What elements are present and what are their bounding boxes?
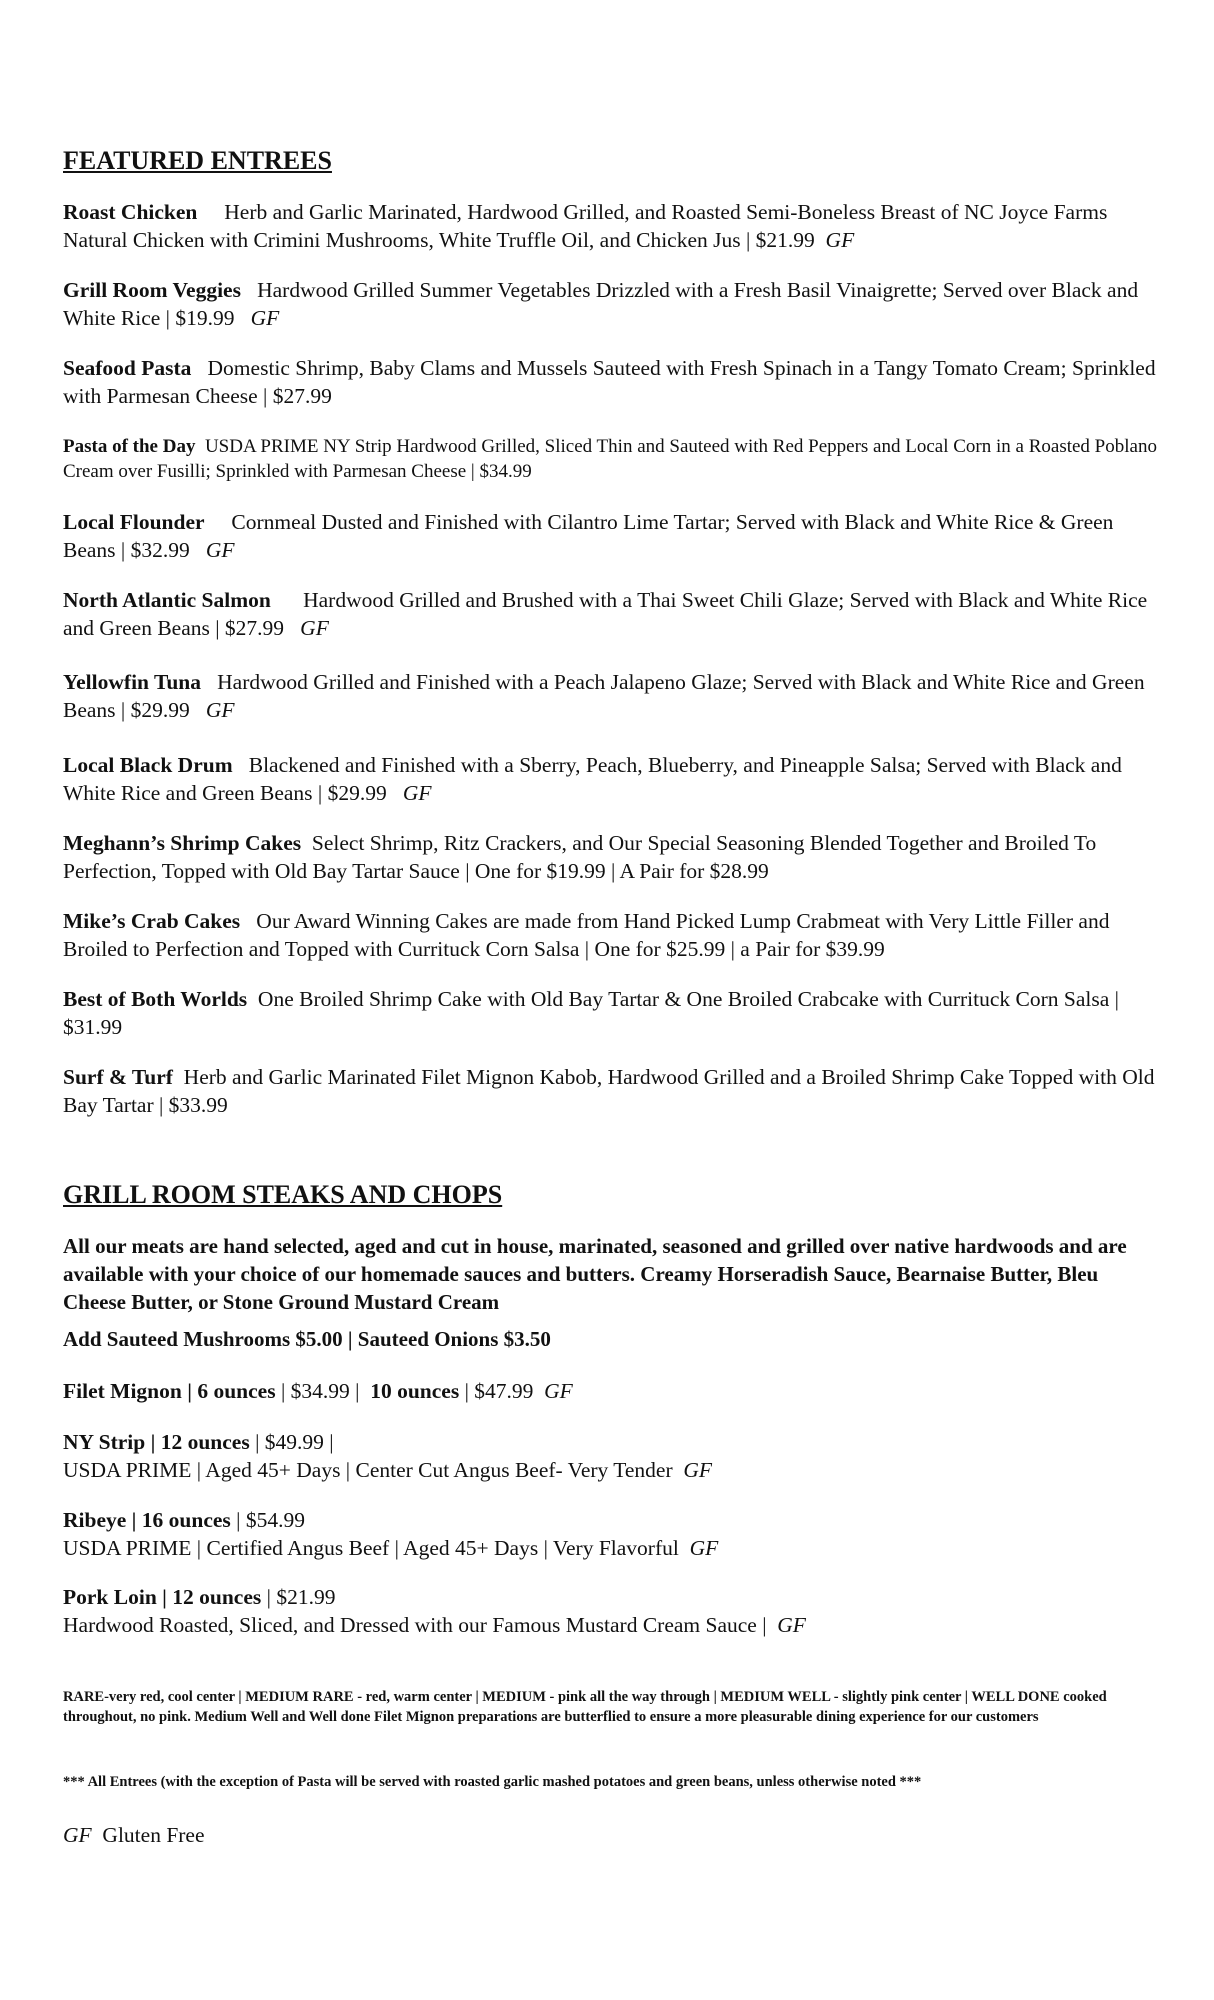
entree-desc: USDA PRIME NY Strip Hardwood Grilled, Sliced Thin and Sauteed with Red Peppers and Local Corn in a Roasted Poblano Cream over Fusilli; Sprinkled with Parmesan Cheese | $34.99 bbox=[63, 436, 1157, 482]
gf-tag: GF bbox=[544, 1379, 573, 1403]
gf-tag: GF bbox=[689, 1536, 719, 1560]
steaks-intro bbox=[63, 1232, 1158, 1316]
steaks-intro-text: All our meats are hand selected, aged and cut in house, marinated, seasoned and grilled over native hardwoods and are available with your choice of our homemade sauces and butters. Creamy Horseradish Sauce, Bearnaise Butter, Bleu Cheese Butter, or Stone Ground Mustard Cream bbox=[63, 1234, 1127, 1314]
steak-item bbox=[63, 1583, 1158, 1639]
gf-tag: GF bbox=[300, 616, 329, 640]
gf-tag: GF bbox=[683, 1458, 713, 1482]
cooking-temps-text: RARE-very red, cool center | MEDIUM RARE - red, warm center | MEDIUM - pink all the way through | MEDIUM WELL - slightly pink center | WELL DONE cooked throughout, no pink. Medium Well and Well done Filet Mignon preparations are butterflied to ensure a more pleasurable dining experience for our customers bbox=[63, 1689, 1107, 1725]
gf-tag: GF bbox=[205, 698, 235, 722]
entree-item bbox=[63, 668, 1158, 724]
entree-desc: Herb and Garlic Marinated, Hardwood Grilled, and Roasted Semi-Boneless Breast of NC Joyce Farms Natural Chicken with Crimini Mushrooms, White Truffle Oil, and Chicken Jus | $21.99 bbox=[63, 200, 1108, 252]
entree-name: Best of Both Worlds bbox=[63, 987, 248, 1011]
entree-item bbox=[63, 434, 1158, 484]
entree-name: Local Black Drum bbox=[63, 753, 233, 777]
steak-name: Pork Loin | 12 ounces bbox=[63, 1585, 262, 1609]
entree-item bbox=[63, 354, 1158, 410]
steaks-addons bbox=[63, 1325, 1158, 1353]
steak-price: | $34.99 | bbox=[280, 1379, 360, 1403]
cooking-temps-note bbox=[63, 1687, 1158, 1727]
entree-desc: Select Shrimp, Ritz Crackers, and Our Special Seasoning Blended Together and Broiled To Perfection, Topped with Old Bay Tartar Sauce | One for $19.99 | A Pair for $28.99 bbox=[63, 831, 1097, 883]
gf-legend-text: Gluten Free bbox=[102, 1823, 205, 1847]
entree-desc: Our Award Winning Cakes are made from Hand Picked Lump Crabmeat with Very Little Filler and Broiled to Perfection and Topped with Currituck Corn Salsa | One for $25.99 | a Pair for $39.99 bbox=[63, 909, 1110, 961]
entree-item bbox=[63, 985, 1158, 1041]
entree-name: Meghann’s Shrimp Cakes bbox=[63, 831, 302, 855]
entree-name: Local Flounder bbox=[63, 510, 205, 534]
entree-name: Grill Room Veggies bbox=[63, 278, 241, 302]
steak-size: 10 ounces bbox=[370, 1379, 460, 1403]
steak-price: | $49.99 | bbox=[255, 1430, 334, 1454]
steak-price: | $47.99 bbox=[464, 1379, 534, 1403]
entree-name: Pasta of the Day bbox=[63, 436, 196, 457]
steak-detail: Hardwood Roasted, Sliced, and Dressed with our Famous Mustard Cream Sauce | bbox=[63, 1613, 767, 1637]
entree-desc: Hardwood Grilled and Finished with a Peach Jalapeno Glaze; Served with Black and White Rice and Green Beans | $29.99 bbox=[63, 670, 1145, 722]
steaks-chops-title: GRILL ROOM STEAKS AND CHOPS bbox=[63, 1180, 503, 1209]
addons-text: Add Sauteed Mushrooms $5.00 | Sauteed Onions $3.50 bbox=[63, 1327, 551, 1351]
entree-desc: One Broiled Shrimp Cake with Old Bay Tartar & One Broiled Crabcake with Currituck Corn Salsa | $31.99 bbox=[63, 987, 1119, 1039]
steak-name: NY Strip | 12 ounces bbox=[63, 1430, 250, 1454]
entree-name: Mike’s Crab Cakes bbox=[63, 909, 241, 933]
featured-entrees-title: FEATURED ENTREES bbox=[63, 146, 332, 175]
steak-detail: USDA PRIME | Aged 45+ Days | Center Cut Angus Beef- Very Tender bbox=[63, 1458, 673, 1482]
entree-desc: Domestic Shrimp, Baby Clams and Mussels Sauteed with Fresh Spinach in a Tangy Tomato Cream; Sprinkled with Parmesan Cheese | $27.99 bbox=[63, 356, 1156, 408]
steak-price: | $21.99 bbox=[266, 1585, 336, 1609]
entree-item bbox=[63, 586, 1158, 642]
entree-desc: Hardwood Grilled Summer Vegetables Drizzled with a Fresh Basil Vinaigrette; Served over Black and White Rice | $19.99 bbox=[63, 278, 1139, 330]
gf-legend bbox=[63, 1821, 1158, 1849]
sides-text: *** All Entrees (with the exception of Pasta will be served with roasted garlic mashed potatoes and green beans, unless otherwise noted *** bbox=[63, 1774, 922, 1790]
steak-detail: USDA PRIME | Certified Angus Beef | Aged 45+ Days | Very Flavorful bbox=[63, 1536, 679, 1560]
entree-desc: Cornmeal Dusted and Finished with Cilantro Lime Tartar; Served with Black and White Rice & Green Beans | $32.99 bbox=[63, 510, 1114, 562]
entree-name: Surf & Turf bbox=[63, 1065, 173, 1089]
gf-tag: GF bbox=[205, 538, 235, 562]
entree-name: Seafood Pasta bbox=[63, 356, 192, 380]
entree-item bbox=[63, 1063, 1158, 1119]
gf-tag: GF bbox=[402, 781, 432, 805]
sides-note bbox=[63, 1772, 1158, 1792]
gf-legend-tag: GF bbox=[63, 1823, 92, 1847]
entree-desc: Herb and Garlic Marinated Filet Mignon Kabob, Hardwood Grilled and a Broiled Shrimp Cake Topped with Old Bay Tartar | $33.99 bbox=[63, 1065, 1155, 1117]
gf-tag: GF bbox=[250, 306, 280, 330]
entree-item bbox=[63, 829, 1158, 885]
gf-tag: GF bbox=[777, 1613, 806, 1637]
entree-item bbox=[63, 198, 1158, 254]
entree-desc: Hardwood Grilled and Brushed with a Thai Sweet Chili Glaze; Served with Black and White Rice and Green Beans | $27.99 bbox=[63, 588, 1148, 640]
entree-item bbox=[63, 907, 1158, 963]
steak-item bbox=[63, 1377, 1158, 1405]
steak-name: Ribeye | 16 ounces bbox=[63, 1508, 231, 1532]
gf-tag: GF bbox=[825, 228, 855, 252]
steak-item bbox=[63, 1428, 1158, 1484]
entree-name: Yellowfin Tuna bbox=[63, 670, 202, 694]
entree-item bbox=[63, 508, 1158, 564]
entree-desc: Blackened and Finished with a Sberry, Peach, Blueberry, and Pineapple Salsa; Served with Black and White Rice and Green Beans | $29.99 bbox=[63, 753, 1122, 805]
entree-item bbox=[63, 751, 1158, 807]
entree-item bbox=[63, 276, 1158, 332]
entree-name: Roast Chicken bbox=[63, 200, 198, 224]
steak-item bbox=[63, 1506, 1158, 1562]
entree-name: North Atlantic Salmon bbox=[63, 588, 271, 612]
steak-name: Filet Mignon | 6 ounces bbox=[63, 1379, 276, 1403]
steak-price: | $54.99 bbox=[236, 1508, 305, 1532]
